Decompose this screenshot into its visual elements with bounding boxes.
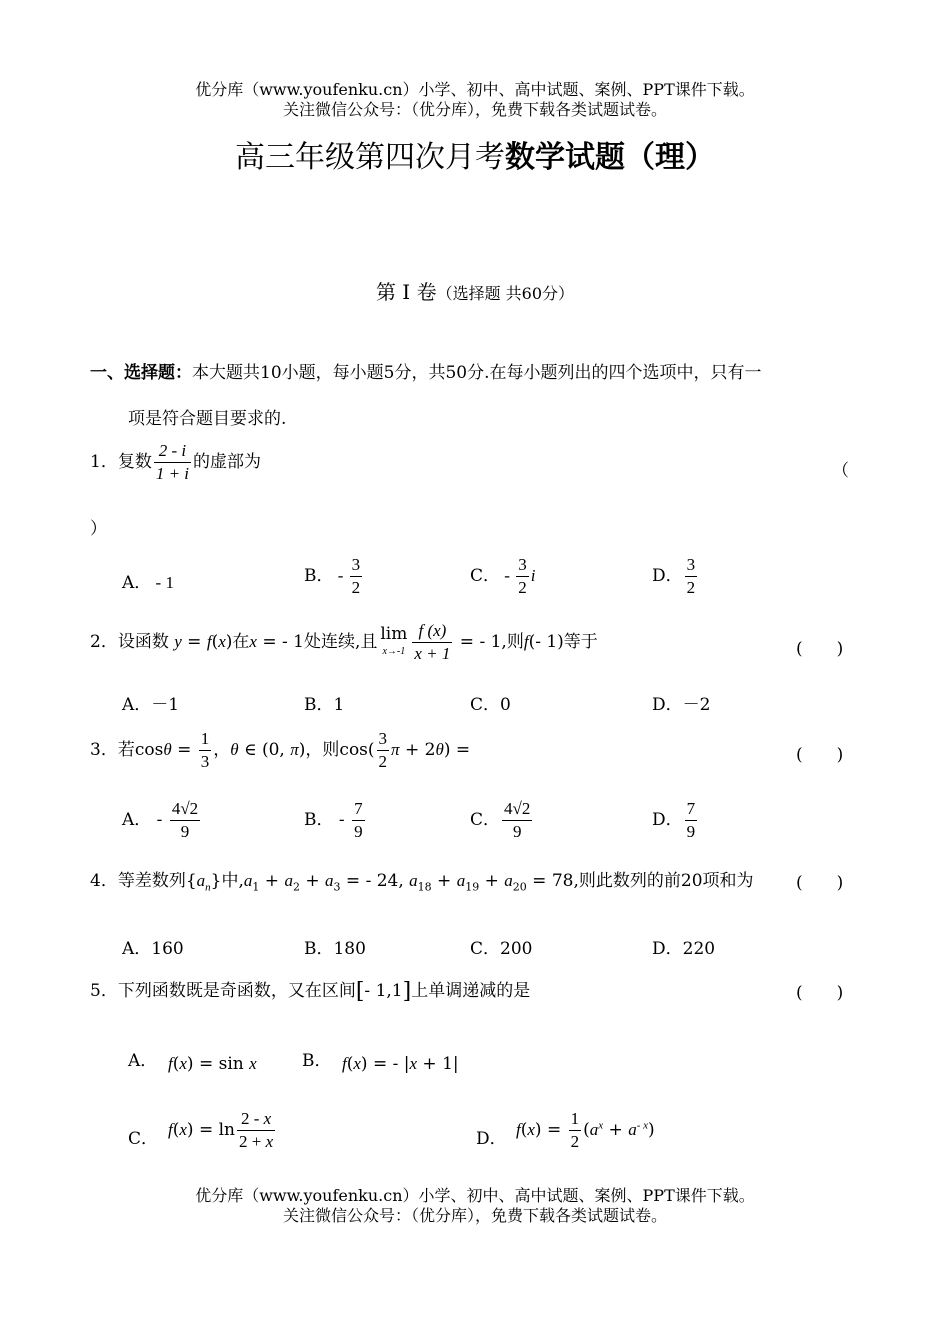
question-5: 5．下列函数既是奇函数，又在区间[- 1,1]上单调递减的是 [90,979,531,1004]
q5-option-a-label: A． [128,1051,158,1071]
q5-option-c: f(x) = ln $\frac{2 - x}{2 + x}$ [168,1109,274,1151]
q2-paren: ( ) [796,639,844,659]
q4-option-d: D．220 [652,939,716,959]
question-2: 2．设函数 y = f(x)在x = - 1处连续,且 lim x→-1 $\frac{f (x)}{x + 1}$ = - 1,则f(- 1)等于 [90,621,598,663]
q3-option-d: D． $\frac{7}{9}$ [652,799,696,841]
section-intro-1 [90,358,761,383]
section-intro-2: 项是符合题目要求的. [128,409,287,429]
q1-pre: 复数 [117,452,152,472]
q1-paren-open: （ [832,461,849,481]
section-intro-text: 本大题共10小题，每小题5分，共50分.在每小题列出的四个选项中，只有一 [192,363,762,383]
q3-paren: ( ) [796,745,844,765]
q2-limit: lim x→-1 [380,623,408,657]
q5-option-b: f(x) = - |x + 1| [342,1054,459,1074]
q5-paren: ( ) [796,983,844,1003]
q1-option-c: C． - $\frac{3}{2}$ i [470,555,536,597]
title-plain: 高三年级第四次月考 [235,140,505,175]
question-3: 3．若cosθ = $\frac{1}{3}$ ，θ ∈ (0, π)，则cos( $\frac{3}{2}$ π + 2θ) = [90,729,471,771]
q2-option-c: C．0 [470,695,511,715]
footer-line-1: 优分库（www.youfenku.cn）小学、初中、高中试题、案例、PPT课件下载。 [195,1186,755,1205]
page-title [0,132,950,176]
question-4: 4．等差数列$\{a_n\}$中$,a_1 + a_2 + a_3$ = - 24, $a_{18} + a_{19} + a_{20} = 78$,则此数列的前20项和为 [90,871,754,894]
q5-option-c-label: C． [128,1129,159,1149]
header-line-1: 优分库（www.youfenku.cn）小学、初中、高中试题、案例、PPT课件下载。 [195,80,755,99]
q4-option-c: C．200 [470,939,533,959]
footer-line-2: 关注微信公众号：（优分库），免费下载各类试题试卷。 [282,1206,667,1225]
section-heading: 一、选择题： [90,363,192,383]
q1-fraction: $\frac{2 - i}{1 + i}$ [155,441,190,483]
q5-option-d-label: D． [476,1129,507,1149]
q5-option-b-label: B． [302,1051,332,1071]
volume-heading [0,276,950,305]
q5-option-d: f(x) = $\frac{1}{2}$ $(a^x + a^{- x})$ [516,1109,655,1151]
q4-option-a: A．160 [122,939,184,959]
q1-option-d: D． $\frac{3}{2}$ [652,555,696,597]
q2-option-b: B．1 [304,695,345,715]
question-1 [90,440,261,485]
q4-option-b: B．180 [304,939,366,959]
q2-option-d: D．－2 [652,695,711,715]
q1-post: 的虚部为 [193,452,262,472]
q2-option-a: A．－1 [122,695,180,715]
q3-option-b: B． - $\frac{7}{9}$ [304,799,363,841]
q1-paren-close: ） [90,519,107,539]
volume-label: 第 I 卷 [375,280,437,304]
q5-option-a: f(x) = sin x [168,1054,257,1074]
q4-paren: ( ) [796,873,844,893]
q3-option-a: A． - $\frac{4√2}{9}$ [122,799,199,841]
q1-option-b: B． - $\frac{3}{2}$ [304,555,361,597]
header-line-2: 关注微信公众号：（优分库），免费下载各类试题试卷。 [282,100,667,119]
q2-fraction: $\frac{f (x)}{x + 1}$ [414,621,451,663]
volume-note: （选择题 共60分） [436,284,575,303]
q1-option-a: A． - 1 [122,573,174,593]
q1-number: 1． [90,452,118,472]
title-bold: 数学试题（理） [505,140,715,175]
q3-option-c: C． $\frac{4√2}{9}$ [470,799,531,841]
